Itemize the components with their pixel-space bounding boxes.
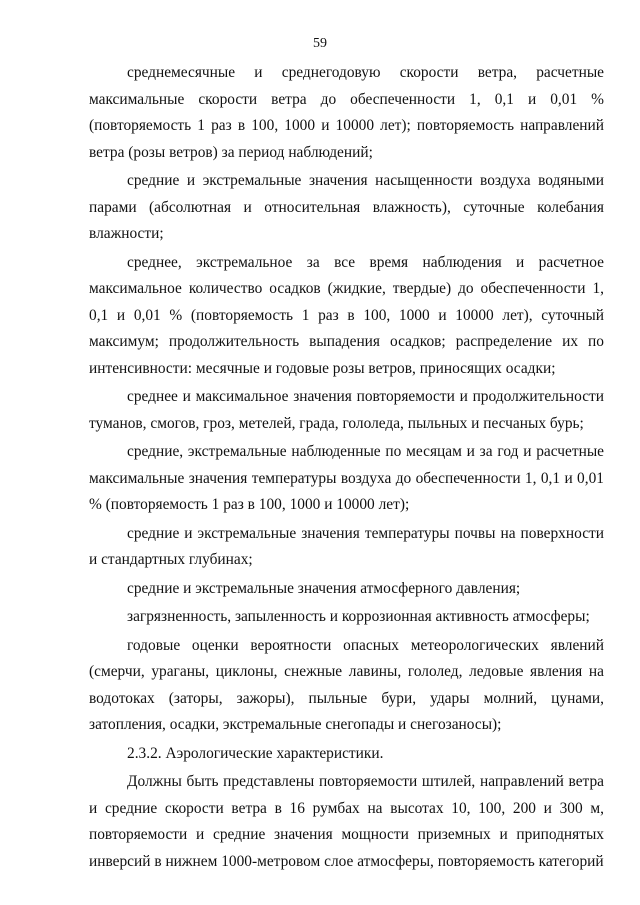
paragraph-precipitation: среднее, экстремальное за все время наблюдения и расчетное максимальное количество осадков (жидкие, твердые) до обеспеченности 1, 0,1 и 0,01 % (повторяемость 1 раз в 100, 1000 и 10000 лет), суточный максимум; продолжительность выпадения осадков; распределение их по интенсивности: месячные и годовые розы ветров, приносящих осадки; <box>89 253 604 377</box>
paragraph-air-temperature: средние, экстремальные наблюденные по месяцам и за год и расчетные максимальные значения температуры воздуха до обеспеченности 1, 0,1 и 0,01 % (повторяемость 1 раз в 100, 1000 и 10000 лет); <box>89 443 604 513</box>
paragraph-aerological: Должны быть представлены повторяемости штилей, направлений ветра и средние скорости ветра в 16 румбах на высотах 10, 100, 200 и 300 м, повторяемости и средние значения мощности приземных и приподнятых инверсий в нижнем 1000-метровом слое атмосферы, повторяемость категорий <box>89 773 604 870</box>
paragraph-fog-storms: среднее и максимальное значения повторяемости и продолжительности туманов, смогов, гроз, метелей, града, гололеда, пыльных и песчаных бурь; <box>89 388 604 432</box>
paragraph-pressure: средние и экстремальные значения атмосферного давления; <box>127 579 521 597</box>
document-body <box>89 60 604 875</box>
paragraph-hazards: годовые оценки вероятности опасных метеорологических явлений (смерчи, ураганы, циклоны, снежные лавины, гололед, ледовые явления на водотоках (заторы, зажоры), пыльные бури, удары молний, цунами, затопления, осадки, экстремальные снегопады и снегозаносы); <box>89 636 604 733</box>
paragraph-pollution: загрязненность, запыленность и коррозионная активность атмосферы; <box>127 608 590 625</box>
paragraph-wind-speed: среднемесячные и среднегодовую скорости ветра, расчетные максимальные скорости ветра до обеспеченности 1, 0,1 и 0,01 % (повторяемость 1 раз в 100, 1000 и 10000 лет); повторяемость направлений ветра (розы ветров) за период наблюдений; <box>89 64 604 161</box>
page-number: 59 <box>313 36 327 51</box>
section-heading-aerological: 2.3.2. Аэрологические характеристики. <box>127 744 384 762</box>
paragraph-soil-temperature: средние и экстремальные значения температуры почвы на поверхности и стандартных глубинах; <box>89 524 604 568</box>
paragraph-humidity: средние и экстремальные значения насыщенности воздуха водяными парами (абсолютная и относительная влажность), суточные колебания влажности; <box>89 172 604 242</box>
